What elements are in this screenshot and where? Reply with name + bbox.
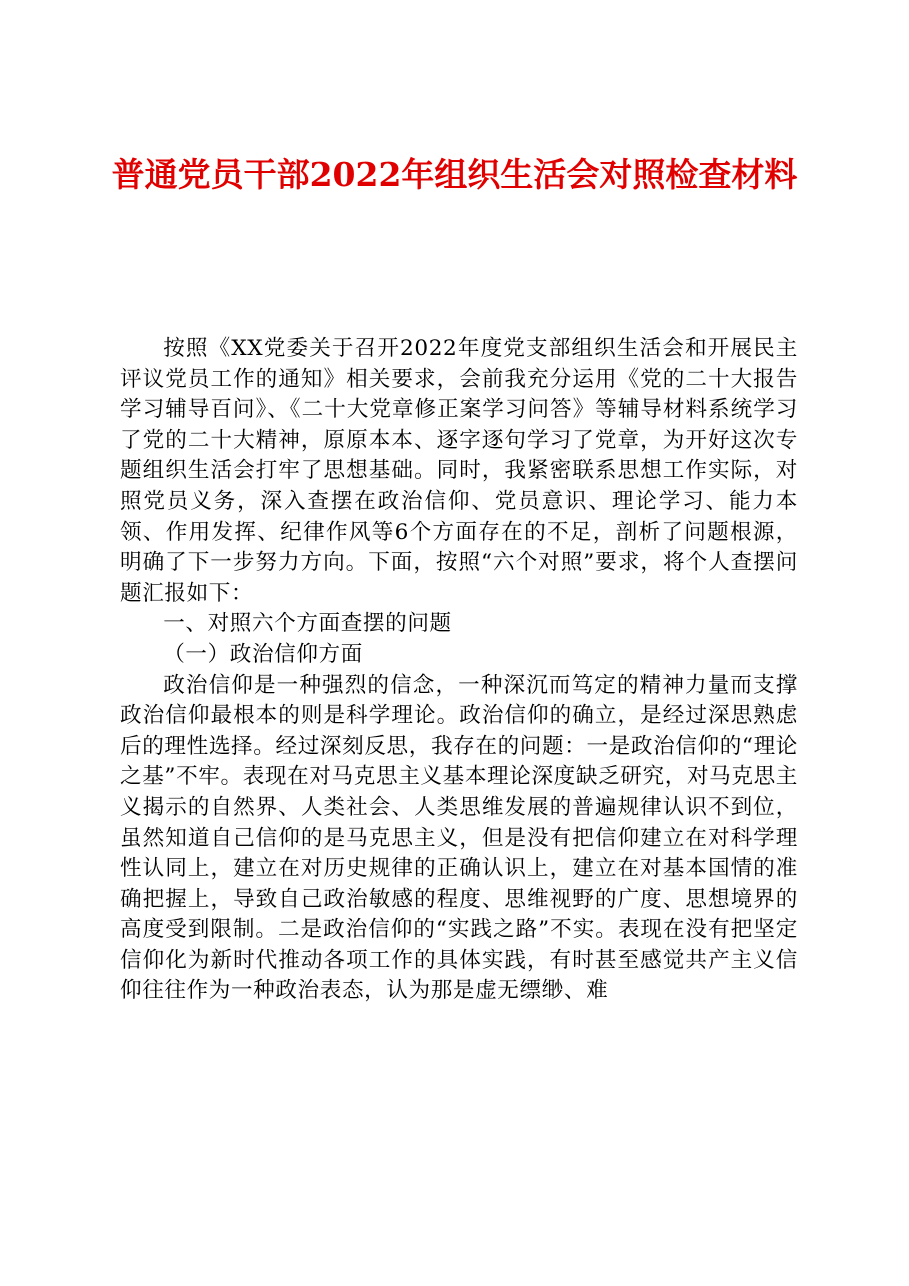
subsection-heading: （一）政治信仰方面	[163, 641, 363, 667]
document-body	[120, 334, 798, 1007]
paragraph-intro: 按照《XX党委关于召开2022年度党支部组织生活会和开展民主评议党员工作的通知》相关要求，会前我充分运用《党的二十大报告学习辅导百问》、《二十大党章修正案学习问答》等辅导材料系统学习了党的二十大精神，原原本本、逐字逐句学习了党章，为开好这次专题组织生活会打牢了思想基础。同时，我紧密联系思想工作实际，对照党员义务，深入查摆在政治信仰、党员意识、理论学习、能力本领、作用发挥、纪律作风等6个方面存在的不足，剖析了问题根源，明确了下一步努力方向。下面，按照“六个对照”要求，将个人查摆问题汇报如下：	[120, 336, 798, 606]
paragraph-political-belief: 政治信仰是一种强烈的信念，一种深沉而笃定的精神力量而支撑政治信仰最根本的则是科学理论。政治信仰的确立，是经过深思熟虑后的理性选择。经过深刻反思，我存在的问题：一是政治信仰的“理论之基”不牢。表现在对马克思主义基本理论深度缺乏研究，对马克思主义揭示的自然界、人类社会、人类思维发展的普遍规律认识不到位，虽然知道自己信仰的是马克思主义，但是没有把信仰建立在对科学理性认同上，建立在对历史规律的正确认识上，建立在对基本国情的准确把握上，导致自己政治敏感的程度、思维视野的广度、思想境界的高度受到限制。二是政治信仰的“实践之路”不实。表现在没有把坚定信仰化为新时代推动各项工作的具体实践，有时甚至感觉共产主义信仰往往作为一种政治表态，认为那是虚无缥缈、难	[120, 672, 798, 1004]
section-heading: 一、对照六个方面查摆的问题	[163, 611, 452, 637]
document-title: 普通党员干部2022年组织生活会对照检查材料	[111, 155, 798, 194]
